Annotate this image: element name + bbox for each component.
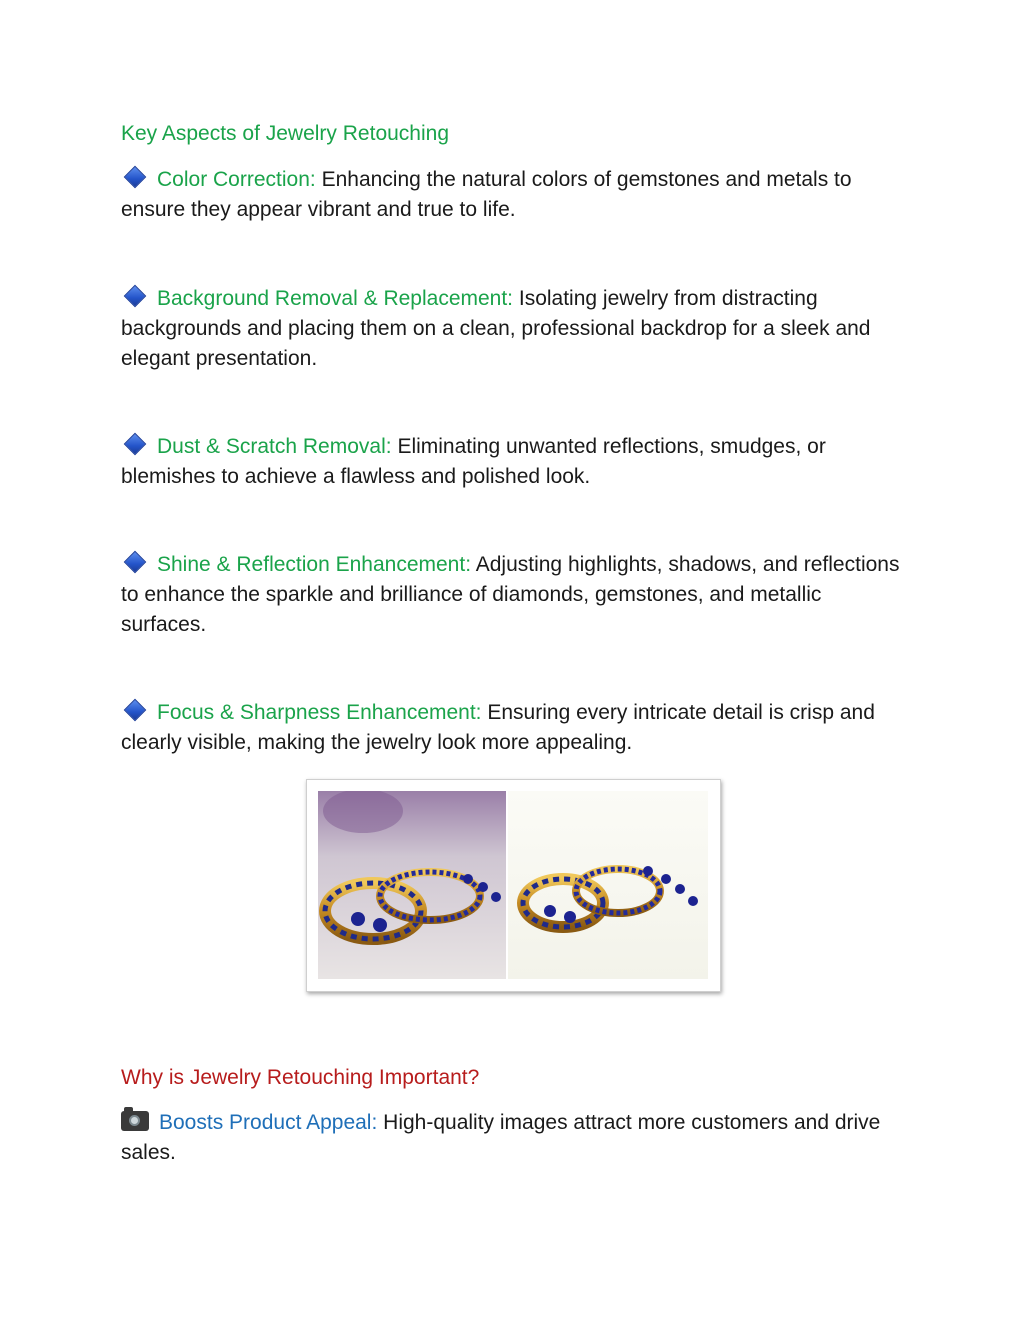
item-text: Ensuring every intricate detail is crisp and clearly visible, making the jewelry look more appealing.	[121, 701, 875, 754]
diamond-icon	[124, 166, 147, 189]
diamond-icon	[124, 285, 147, 308]
list-item-focus-sharpness	[121, 698, 911, 758]
list-item-color-correction	[121, 165, 911, 225]
item-text: High-quality images attract more customers and drive sales.	[121, 1111, 881, 1164]
item-label: Focus & Sharpness Enhancement:	[157, 701, 482, 724]
item-label: Dust & Scratch Removal:	[157, 435, 392, 458]
item-text: Adjusting highlights, shadows, and reflections to enhance the sparkle and brilliance of diamonds, gemstones, and metallic surfaces.	[121, 553, 900, 636]
section-heading-key-aspects: Key Aspects of Jewelry Retouching	[121, 122, 450, 145]
item-label: Color Correction:	[157, 168, 316, 191]
item-text: Isolating jewelry from distracting backgrounds and placing them on a clean, professional backdrop for a sleek and elegant presentation.	[121, 287, 871, 370]
list-item-shine-reflection	[121, 550, 911, 640]
item-label: Shine & Reflection Enhancement:	[157, 553, 472, 576]
section-heading-why-important: Why is Jewelry Retouching Important?	[121, 1066, 480, 1089]
diamond-icon	[124, 699, 147, 722]
item-text: Enhancing the natural colors of gemstones and metals to ensure they appear vibrant and true to life.	[121, 168, 852, 221]
camera-icon	[121, 1111, 149, 1131]
before-after-jewelry-image	[306, 779, 721, 992]
rings-photo	[318, 791, 708, 979]
list-item-background-removal	[121, 284, 911, 374]
list-item-boosts-product-appeal	[121, 1108, 911, 1168]
list-item-dust-scratch-removal	[121, 432, 911, 492]
item-label: Background Removal & Replacement:	[157, 287, 514, 310]
item-text: Eliminating unwanted reflections, smudges, or blemishes to achieve a flawless and polished look.	[121, 435, 826, 488]
diamond-icon	[124, 551, 147, 574]
diamond-icon	[124, 433, 147, 456]
item-label: Boosts Product Appeal:	[159, 1111, 378, 1134]
